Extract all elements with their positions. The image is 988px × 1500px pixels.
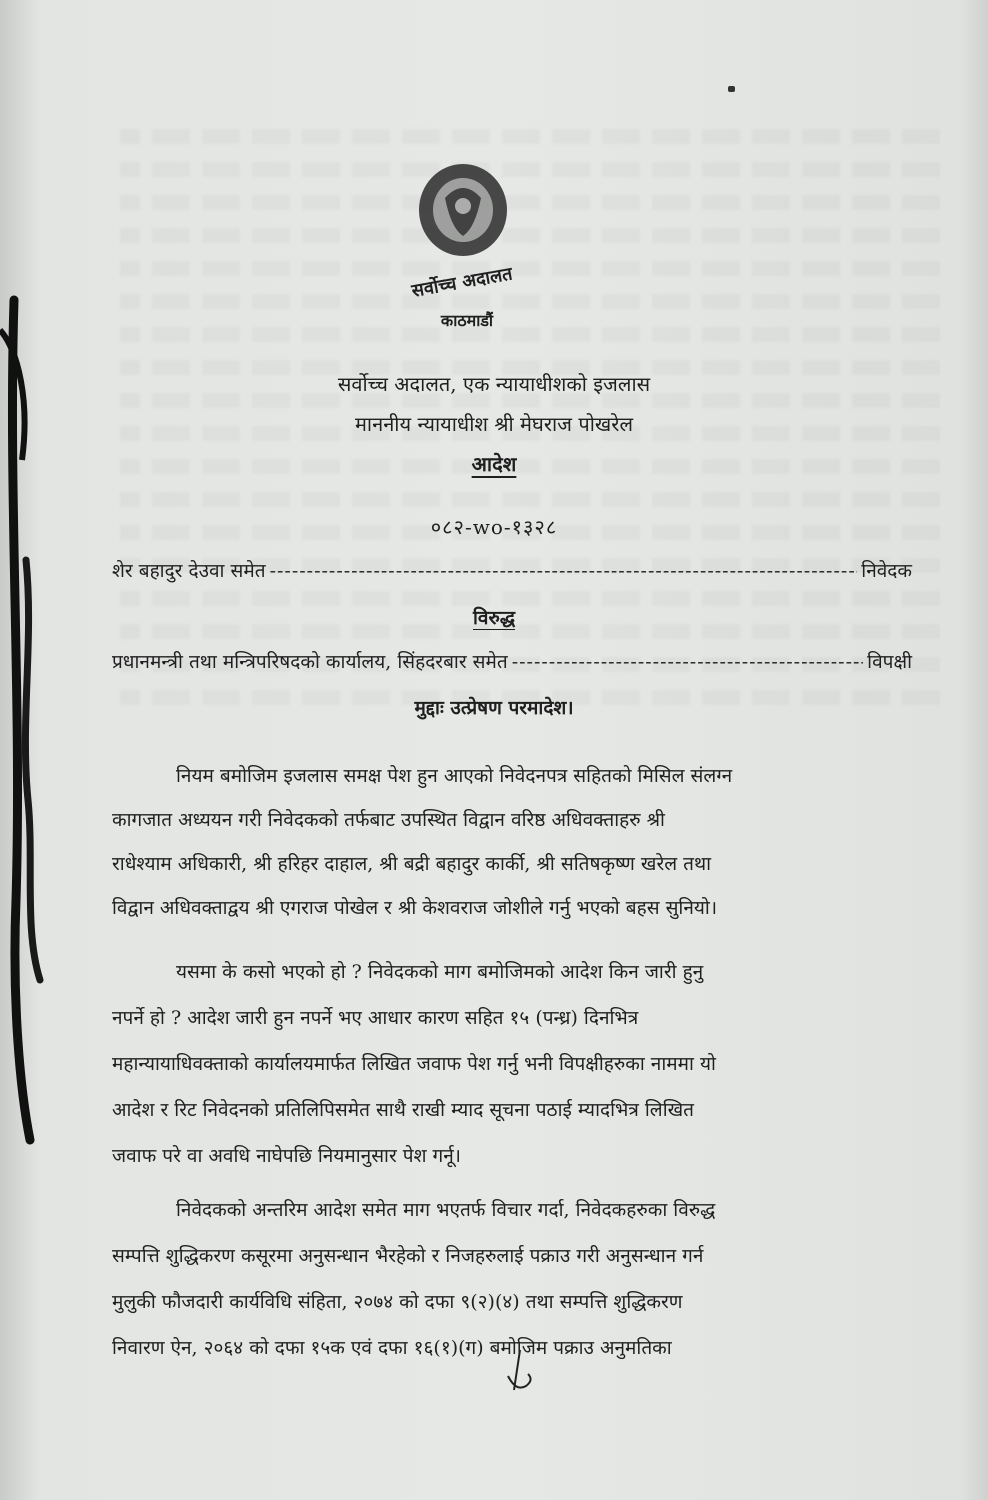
paragraph-line: विद्वान अधिवक्ताद्वय श्री एगराज पोखेल र श्री केशवराज जोशीले गर्नु भएको बहस सुनियो। xyxy=(112,897,718,919)
binding-cord xyxy=(0,0,60,1500)
case-number: ०८२-wo-१३२८ xyxy=(430,515,558,539)
paragraph-line: महान्यायाधिवक्ताको कार्यालयमार्फत लिखित जवाफ पेश गर्नु भनी विपक्षीहरुका नाममा यो xyxy=(112,1053,716,1075)
paragraph-line: जवाफ परे वा अवधि नाघेपछि नियमानुसार पेश गर्नू। xyxy=(112,1145,461,1167)
case-subject: मुद्दाः उत्प्रेषण परमादेश। xyxy=(414,697,574,719)
dash-leader xyxy=(270,560,858,582)
paragraph-line: निवारण ऐन, २०६४ को दफा १५क एवं दफा १६(१)(ग) बमोजिम पक्राउ अनुमतिका xyxy=(112,1337,672,1359)
paragraph-line: निवेदकको अन्तरिम आदेश समेत माग भएतर्फ विचार गर्दा, निवेदकहरुका विरुद्ध xyxy=(176,1199,716,1221)
paragraph-line: नपर्ने हो ? आदेश जारी हुन नपर्ने भए आधार कारण सहित १५ (पन्ध्र) दिनभित्र xyxy=(112,1007,639,1029)
respondent-line xyxy=(112,648,912,674)
paragraph-line: नियम बमोजिम इजलास समक्ष पेश हुन आएको निवेदनपत्र सहितको मिसिल संलग्न xyxy=(176,765,733,787)
dash-leader xyxy=(512,651,863,673)
paragraph-line: राधेश्याम अधिकारी, श्री हरिहर दाहाल, श्री बद्री बहादुर कार्की, श्री सतिषकृष्ण खरेल तथा xyxy=(112,853,712,875)
seal-bottom-text: काठमाडौं xyxy=(440,311,494,330)
court-name: सर्वोच्च अदालत, एक न्यायाधीशको इजलास xyxy=(337,372,651,396)
paragraph-line: यसमा के कसो भएको हो ? निवेदकको माग बमोजिमको आदेश किन जारी हुनु xyxy=(176,961,704,983)
petitioner-role: निवेदक xyxy=(861,560,912,582)
initials-mark xyxy=(500,1340,560,1400)
paragraph-line: मुलुकी फौजदारी कार्यविधि संहिता, २०७४ को दफा ९(२)(४) तथा सम्पत्ति शुद्धिकरण xyxy=(112,1291,683,1313)
seal-top-text: सर्वोच्च अदालत xyxy=(410,263,514,302)
ink-speck xyxy=(728,86,735,92)
respondent-role: विपक्षी xyxy=(867,651,912,673)
paragraph-line: सम्पत्ति शुद्धिकरण कसूरमा अनुसन्धान भैरहेको र निजहरुलाई पक्राउ गरी अनुसन्धान गर्न xyxy=(112,1245,704,1267)
document-type: आदेश xyxy=(471,452,517,476)
versus-label: विरुद्ध xyxy=(472,607,516,629)
petitioner-name: शेर बहादुर देउवा समेत xyxy=(112,560,266,582)
court-seal xyxy=(405,148,535,338)
petitioner-line xyxy=(112,557,912,583)
respondent-name: प्रधानमन्त्री तथा मन्त्रिपरिषदको कार्यालय, सिंहदरबार समेत xyxy=(112,651,508,673)
judge-name: माननीय न्यायाधीश श्री मेघराज पोखरेल xyxy=(354,412,634,436)
paragraph-line: आदेश र रिट निवेदनको प्रतिलिपिसमेत साथै राखी म्याद सूचना पठाई म्यादभित्र लिखित xyxy=(112,1099,694,1121)
paragraph-line: कागजात अध्ययन गरी निवेदकको तर्फबाट उपस्थित विद्वान वरिष्ठ अधिवक्ताहरु श्री xyxy=(112,809,665,831)
